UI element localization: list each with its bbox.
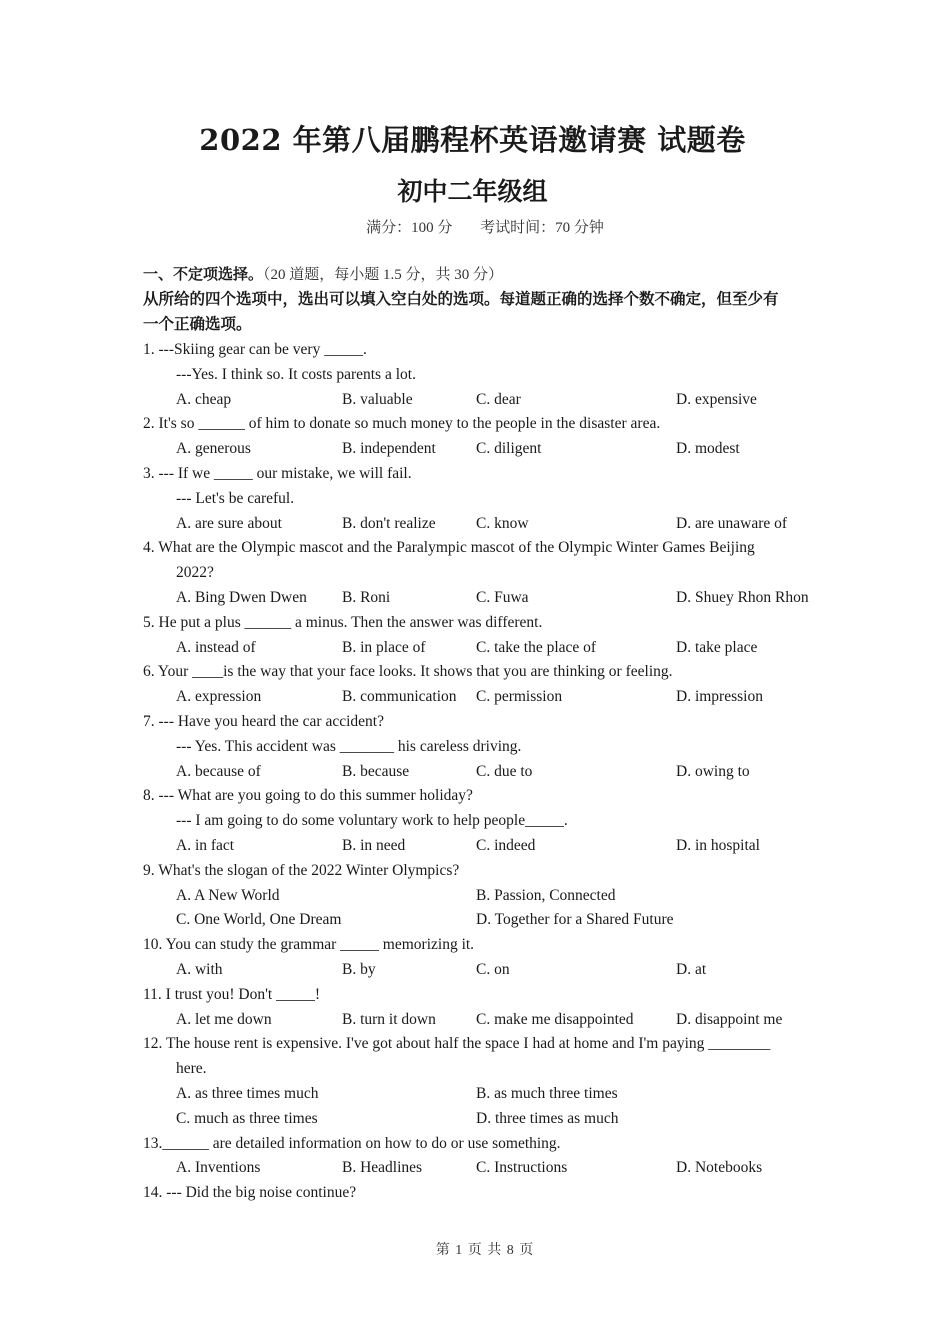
option-c: C. make me disappointed [476, 1010, 634, 1028]
question-stem: 2. It's so ______ of him to donate so much money to the people in the disaster area. [143, 415, 661, 433]
option-b: B. Headlines [342, 1159, 423, 1177]
option-a: A. cheap [176, 390, 232, 408]
question-stem-cont: ---Yes. I think so. It costs parents a lot. [176, 365, 416, 383]
option-a: A. let me down [176, 1010, 272, 1028]
option-d: D. at [676, 960, 707, 978]
option-row [143, 760, 833, 785]
option-b: B. because [342, 762, 410, 780]
question-stem: 4. What are the Olympic mascot and the Paralympic mascot of the Olympic Winter Games Beijing [143, 539, 755, 557]
option-row [143, 834, 833, 859]
option-c: C. One World, One Dream [176, 911, 342, 929]
option-d: D. Notebooks [676, 1159, 763, 1177]
section-note: （20 道题，每小题 1.5 分，共 30 分） [263, 267, 504, 283]
option-d: D. owing to [676, 762, 750, 780]
option-b: B. by [342, 960, 376, 978]
option-a: A. in fact [176, 836, 235, 854]
option-d: D. Shuey Rhon Rhon [676, 588, 809, 606]
question-stem-cont: --- Yes. This accident was _______ his careless driving. [176, 737, 522, 755]
exam-time: 考试时间：70 分钟 [480, 220, 604, 236]
option-row [143, 1156, 833, 1181]
option-d: D. are unaware of [676, 514, 788, 532]
option-a: A. instead of [176, 638, 256, 656]
question-stem-cont: here. [176, 1060, 207, 1078]
option-a: A. because of [176, 762, 261, 780]
question-stem: 1. ---Skiing gear can be very _____. [143, 341, 367, 358]
full-score: 满分：100 分 [366, 220, 453, 236]
option-c: C. much as three times [176, 1109, 318, 1127]
question-stem: 9. What's the slogan of the 2022 Winter Olympics? [143, 861, 460, 879]
section-title: 一、不定项选择。 [143, 267, 264, 283]
question-list [143, 338, 833, 1206]
page-title: 2022 年第八届鹏程杯英语邀请赛 试题卷 [199, 123, 746, 157]
page-subtitle: 初中二年级组 [397, 177, 548, 206]
question-stem-cont: 2022? [176, 564, 214, 582]
option-a: A. expression [176, 688, 262, 706]
question-stem: 10. You can study the grammar _____ memorizing it. [143, 936, 475, 954]
option-c: C. indeed [476, 836, 536, 854]
option-row [143, 1082, 833, 1107]
option-d: D. in hospital [676, 836, 760, 854]
option-a: A. Bing Dwen Dwen [176, 588, 307, 606]
option-b: B. communication [342, 688, 457, 706]
option-b: B. Passion, Connected [476, 886, 616, 904]
option-b: B. independent [342, 440, 436, 458]
option-b: B. in need [342, 836, 406, 854]
option-row [143, 884, 833, 909]
option-a: A. with [176, 960, 223, 978]
option-c: C. on [476, 960, 510, 978]
instruction-line: 一个正确选项。 [143, 316, 252, 333]
question-stem: 8. --- What are you going to do this summer holiday? [143, 787, 473, 805]
option-b: B. Roni [342, 588, 391, 606]
instruction-line: 从所给的四个选项中，选出可以填入空白处的选项。每道题正确的选择个数不确定，但至少有 [143, 291, 779, 308]
option-row [143, 636, 833, 661]
option-row [143, 958, 833, 983]
option-row [143, 586, 833, 611]
option-b: B. valuable [342, 390, 413, 408]
question-stem: 11. I trust you! Don't _____! [143, 985, 321, 1003]
option-d: D. expensive [676, 390, 757, 408]
option-c: C. Fuwa [476, 588, 529, 606]
question-stem: 13.______ are detailed information on how to do or use something. [143, 1134, 561, 1152]
question-stem: 7. --- Have you heard the car accident? [143, 712, 384, 730]
option-c: C. take the place of [476, 638, 597, 656]
option-b: B. in place of [342, 638, 426, 656]
question-stem: 5. He put a plus ______ a minus. Then the answer was different. [143, 613, 543, 631]
option-c: C. dear [476, 390, 521, 408]
question-stem: 6. Your ____is the way that your face looks. It shows that you are thinking or feeling. [143, 663, 673, 681]
section-heading [143, 263, 503, 284]
question-stem-cont: --- I am going to do some voluntary work to help people_____. [176, 812, 568, 830]
option-row [143, 908, 833, 933]
question-stem: 3. --- If we _____ our mistake, we will fail. [143, 464, 412, 482]
option-d: D. impression [676, 688, 763, 706]
option-d: D. three times as much [476, 1109, 619, 1127]
option-row [143, 512, 833, 537]
option-a: A. are sure about [176, 514, 282, 532]
question-stem: 14. --- Did the big noise continue? [143, 1184, 357, 1202]
option-row [143, 437, 833, 462]
option-row [143, 388, 833, 413]
option-b: B. turn it down [342, 1010, 436, 1028]
option-a: A. Inventions [176, 1159, 261, 1177]
option-c: C. diligent [476, 440, 542, 458]
option-a: A. A New World [176, 886, 280, 904]
exam-meta [0, 216, 945, 237]
option-d: D. disappoint me [676, 1010, 783, 1028]
option-b: B. as much three times [476, 1084, 618, 1102]
option-d: D. modest [676, 440, 740, 458]
question-stem: 12. The house rent is expensive. I've got about half the space I had at home and I'm paying ________ [143, 1035, 771, 1053]
option-row [143, 1008, 833, 1033]
option-c: C. Instructions [476, 1159, 568, 1177]
option-a: A. as three times much [176, 1084, 319, 1102]
option-c: C. due to [476, 762, 533, 780]
option-b: B. don't realize [342, 514, 436, 532]
option-row [143, 685, 833, 710]
option-c: C. know [476, 514, 529, 532]
option-c: C. permission [476, 688, 563, 706]
option-row [143, 1107, 833, 1132]
option-d: D. take place [676, 638, 758, 656]
page-number: 第 1 页 共 8 页 [435, 1243, 535, 1258]
option-d: D. Together for a Shared Future [476, 911, 674, 929]
section-instruction [143, 287, 833, 337]
question-stem-cont: --- Let's be careful. [176, 489, 295, 507]
option-a: A. generous [176, 440, 251, 458]
